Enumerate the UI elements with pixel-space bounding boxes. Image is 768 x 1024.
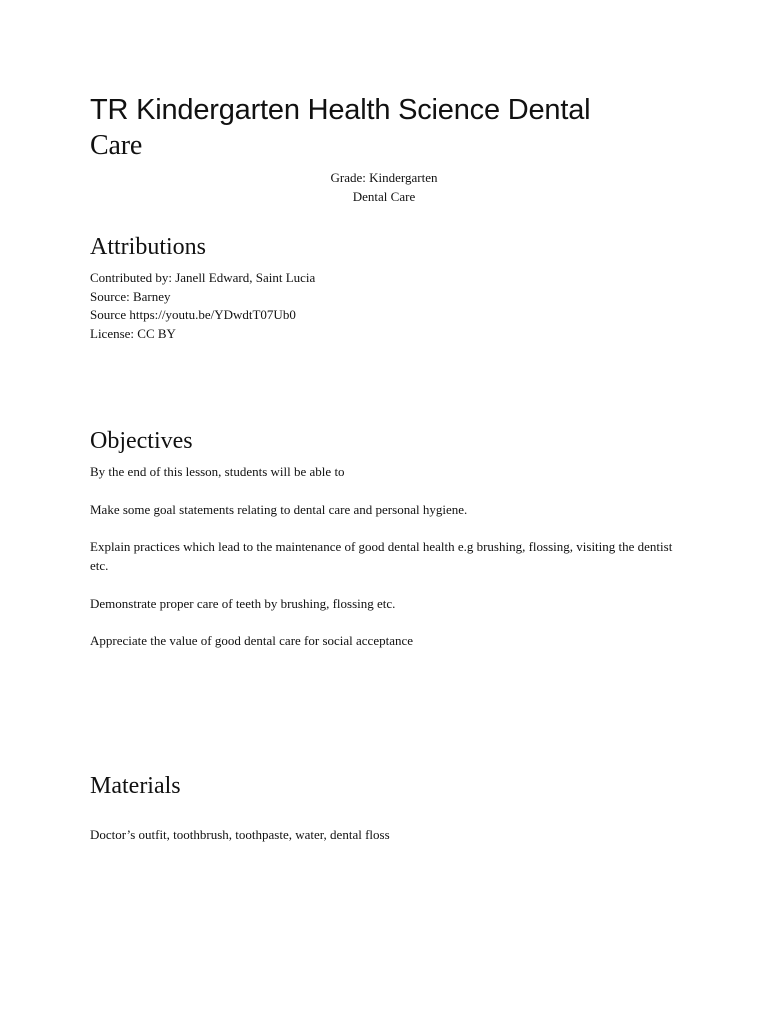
document-title-line-1: TR Kindergarten Health Science Dental: [90, 94, 591, 126]
grade-label: Grade: Kindergarten: [330, 170, 438, 185]
document-title: [90, 92, 690, 164]
contributed-by-text: Contributed by: Janell Edward, Saint Lucia: [90, 270, 316, 285]
objectives-intro: By the end of this lesson, students will be able to: [90, 464, 345, 479]
materials-heading: Materials: [90, 773, 181, 799]
document-title-line-2: Care: [90, 130, 143, 161]
license-text: License: CC BY: [90, 326, 176, 341]
objective-item: Make some goal statements relating to dental care and personal hygiene.: [90, 502, 468, 517]
materials-list: Doctor’s outfit, toothbrush, toothpaste, water, dental floss: [90, 827, 390, 842]
topic-label: Dental Care: [352, 189, 416, 204]
source-text: Source: Barney: [90, 289, 171, 304]
objective-item: Explain practices which lead to the maintenance of good dental health e.g brushing, flossing, visiting the dentist etc.: [90, 539, 673, 573]
objective-item: Appreciate the value of good dental care for social acceptance: [90, 633, 414, 648]
objective-item: Demonstrate proper care of teeth by brushing, flossing etc.: [90, 596, 396, 611]
attributions-heading: Attributions: [90, 234, 207, 260]
objectives-heading: Objectives: [90, 428, 193, 454]
source-url-text: Source https://youtu.be/YDwdtT07Ub0: [90, 307, 296, 322]
